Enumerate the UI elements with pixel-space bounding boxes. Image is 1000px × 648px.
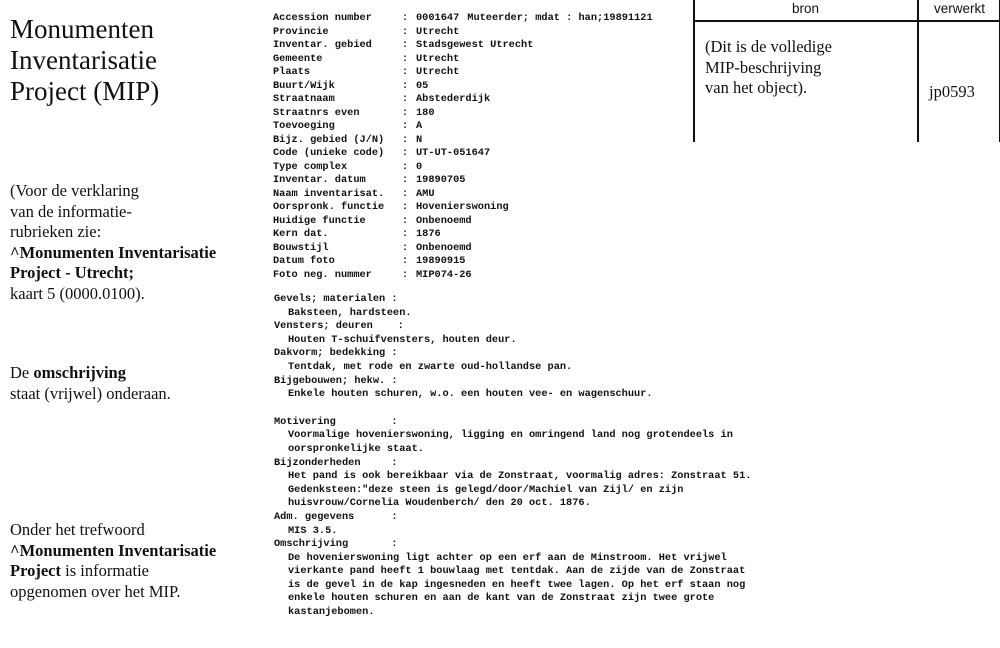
bron-line: (Dit is de volledige <box>705 37 832 56</box>
description-section <box>274 416 751 457</box>
record-value: A <box>416 120 423 132</box>
record-label: Bijz. gebied (J/N) <box>273 133 385 146</box>
record-separator: : <box>402 66 409 78</box>
record-label: Buurt/Wijk <box>273 79 335 92</box>
record-value: 19890705 <box>416 174 466 186</box>
bron-text <box>705 37 832 99</box>
record-label: Inventar. datum <box>273 174 366 186</box>
cross-reference: ^Monumenten Inventarisatie <box>10 540 217 560</box>
keyword: omschrijving <box>33 363 126 382</box>
record-value: 180 <box>416 106 435 119</box>
description-section <box>274 293 751 320</box>
title-line: Inventarisatie <box>10 45 157 75</box>
note-verklaring <box>10 181 216 304</box>
section-title <box>274 375 751 389</box>
record-label: Straatnrs even <box>273 106 360 119</box>
section-title <box>274 511 751 525</box>
bron-line: MIP-beschrijving <box>705 57 822 77</box>
record-value: 0 <box>416 160 423 173</box>
record-row <box>273 188 653 202</box>
record-label: Type complex <box>273 160 348 173</box>
record-separator: : <box>402 133 409 146</box>
record-label: Accession number <box>273 12 372 24</box>
record-separator: : <box>402 120 409 132</box>
section-title-text: Adm. gegevens <box>274 510 355 523</box>
section-title-text: Gevels; materialen <box>274 293 386 305</box>
record-label: Provincie <box>273 25 329 38</box>
note-text: is informatie <box>61 561 149 580</box>
note-line: van de informatie- <box>10 201 132 221</box>
record-label: Bouwstijl <box>273 241 329 254</box>
record-separator: : <box>402 174 409 186</box>
section-title-text: Bijgebouwen; hekw. <box>274 374 386 387</box>
record-label: Code (unieke code) <box>273 147 385 159</box>
record-label: Plaats <box>273 66 311 78</box>
section-line: enkele houten schuren en aan de kant van de Zonstraat zijn twee grote <box>288 592 715 605</box>
record-value: Onbenoemd <box>416 214 472 227</box>
section-line: huisvrouw/Cornelia Woudenberch/ den 20 oct. 1876. <box>288 497 591 510</box>
header-verwerkt: verwerkt <box>933 1 985 16</box>
record-separator: : <box>402 187 409 200</box>
record-separator: : <box>402 93 409 105</box>
note-omschrijving <box>10 363 171 404</box>
record-fields <box>273 12 653 282</box>
section-line: vierkante pand heeft 1 bouwlaag met tentdak. Aan de zijde van de Zonstraat <box>288 565 746 578</box>
section-title <box>274 538 751 552</box>
record-separator: : <box>402 201 409 213</box>
record-value: 05 <box>416 79 429 92</box>
note-text: De <box>10 363 34 382</box>
record-value: 19890915 <box>416 255 466 267</box>
record-row <box>273 242 653 256</box>
section-line: Tentdak, met rode en zwarte oud-hollandse pan. <box>288 360 573 373</box>
record-row <box>273 80 653 94</box>
record-row <box>273 93 653 107</box>
record-row <box>273 269 653 283</box>
section-colon: : <box>385 347 398 360</box>
record-label: Datum foto <box>273 255 335 267</box>
record-separator: : <box>402 79 409 92</box>
record-value: AMU <box>416 187 435 200</box>
header-bron: bron <box>791 1 820 16</box>
record-extra: Muteerder; mdat : han;19891121 <box>467 12 653 24</box>
record-row <box>273 161 653 175</box>
section-line: Houten T-schuifvensters, houten deur. <box>288 333 517 346</box>
record-value: N <box>416 133 423 146</box>
record-row <box>273 107 653 121</box>
record-row <box>273 174 653 188</box>
section-title <box>274 457 751 471</box>
record-value: Onbenoemd <box>416 241 472 254</box>
section-line: oorspronkelijke staat. <box>288 442 424 455</box>
record-value: Hovenierswoning <box>416 201 509 213</box>
record-separator: : <box>402 214 409 227</box>
box-header-line <box>693 20 1000 22</box>
record-separator: : <box>402 255 409 267</box>
record-row <box>273 228 653 242</box>
verwerkt-value: jp0593 <box>929 82 975 101</box>
section-line: Baksteen, hardsteen. <box>288 306 412 319</box>
record-row <box>273 12 653 26</box>
section-title <box>274 293 751 307</box>
description-section <box>274 347 751 374</box>
section-line: De hovenierswoning ligt achter op een erf aan de Minstroom. Het vrijwel <box>288 551 727 564</box>
record-value: 0001647 <box>416 12 460 24</box>
record-value: UT-UT-051647 <box>416 147 491 159</box>
record-value: Utrecht <box>416 52 460 65</box>
section-title-text: Motivering <box>274 415 336 428</box>
record-label: Huidige functie <box>273 214 366 227</box>
record-separator: : <box>402 25 409 38</box>
description-section <box>274 511 751 538</box>
record-row <box>273 147 653 161</box>
record-value: Stadsgewest Utrecht <box>416 39 534 51</box>
section-title <box>274 347 751 361</box>
section-line: MIS 3.5. <box>288 524 338 537</box>
section-title-text: Bijzonderheden <box>274 456 361 469</box>
description-section <box>274 538 751 620</box>
description-sections <box>274 293 751 620</box>
section-title <box>274 416 751 430</box>
record-separator: : <box>402 106 409 119</box>
record-separator: : <box>402 147 409 159</box>
note-line: staat (vrijwel) onderaan. <box>10 383 171 403</box>
section-colon: : <box>372 320 404 333</box>
section-gap <box>274 402 751 416</box>
record-row <box>273 134 653 148</box>
section-line: Voormalige hovenierswoning, ligging en omringend land nog grotendeels in <box>288 429 733 442</box>
record-label: Straatnaam <box>273 93 335 105</box>
note-trefwoord <box>10 520 216 602</box>
record-label: Naam inventarisat. <box>273 187 385 200</box>
document-title <box>10 14 159 107</box>
section-line: Het pand is ook bereikbaar via de Zonstraat, voormalig adres: Zonstraat 51. <box>288 470 752 483</box>
record-value: Abstederdijk <box>416 93 491 105</box>
section-line: kastanjebomen. <box>288 606 375 619</box>
note-line: Onder het trefwoord <box>10 520 145 539</box>
cross-reference: Project - Utrecht; <box>10 263 134 282</box>
record-value: 1876 <box>416 228 441 240</box>
bron-line: van het object). <box>705 78 808 97</box>
section-colon: : <box>385 374 398 387</box>
record-row <box>273 53 653 67</box>
record-row <box>273 26 653 40</box>
section-colon: : <box>348 538 398 551</box>
section-line: Enkele houten schuren, w.o. een houten vee- en wagenschuur. <box>288 388 653 401</box>
cross-reference: Project <box>10 561 61 580</box>
section-colon: : <box>385 293 398 305</box>
description-section <box>274 320 751 347</box>
note-line <box>10 561 216 582</box>
record-label: Inventar. gebied <box>273 39 372 51</box>
note-line: rubrieken zie: <box>10 222 102 241</box>
record-value: Utrecht <box>416 25 460 38</box>
section-title-text: Dakvorm; bedekking <box>274 347 386 360</box>
record-label: Toevoeging <box>273 120 335 132</box>
section-colon: : <box>335 415 398 428</box>
record-row <box>273 39 653 53</box>
section-title-text: Vensters; deuren <box>274 320 373 333</box>
record-separator: : <box>402 12 409 24</box>
record-separator: : <box>402 241 409 254</box>
note-line <box>10 363 171 384</box>
cross-reference: ^Monumenten Inventarisatie <box>10 242 217 262</box>
section-colon: : <box>360 456 398 469</box>
note-line: kaart 5 (0000.0100). <box>10 283 145 303</box>
record-label: Kern dat. <box>273 228 329 240</box>
record-separator: : <box>402 268 409 281</box>
record-value: MIP074-26 <box>416 268 472 281</box>
record-separator: : <box>402 160 409 173</box>
record-separator: : <box>402 52 409 65</box>
description-section <box>274 457 751 511</box>
section-line: is de gevel in de kap ingesneden en heeft twee lagen. Op het erf staan nog <box>288 578 746 591</box>
record-row <box>273 215 653 229</box>
record-label: Oorspronk. functie <box>273 201 385 213</box>
note-line: opgenomen over het MIP. <box>10 581 181 601</box>
section-line: Gedenksteen:"deze steen is gelegd/door/Machiel van Zijl/ en zijn <box>288 483 684 496</box>
title-line: Project (MIP) <box>10 76 160 106</box>
note-line: (Voor de verklaring <box>10 181 139 200</box>
record-label: Foto neg. nummer <box>273 268 372 281</box>
record-separator: : <box>402 228 409 240</box>
record-label: Gemeente <box>273 52 323 65</box>
record-row <box>273 201 653 215</box>
record-row <box>273 66 653 80</box>
record-row <box>273 120 653 134</box>
record-separator: : <box>402 39 409 51</box>
record-row <box>273 255 653 269</box>
record-value: Utrecht <box>416 66 460 78</box>
section-title <box>274 320 751 334</box>
source-box <box>693 0 1000 142</box>
section-title-text: Omschrijving <box>274 538 349 551</box>
description-section <box>274 375 751 402</box>
title-line: Monumenten <box>10 14 154 44</box>
section-colon: : <box>354 510 398 523</box>
